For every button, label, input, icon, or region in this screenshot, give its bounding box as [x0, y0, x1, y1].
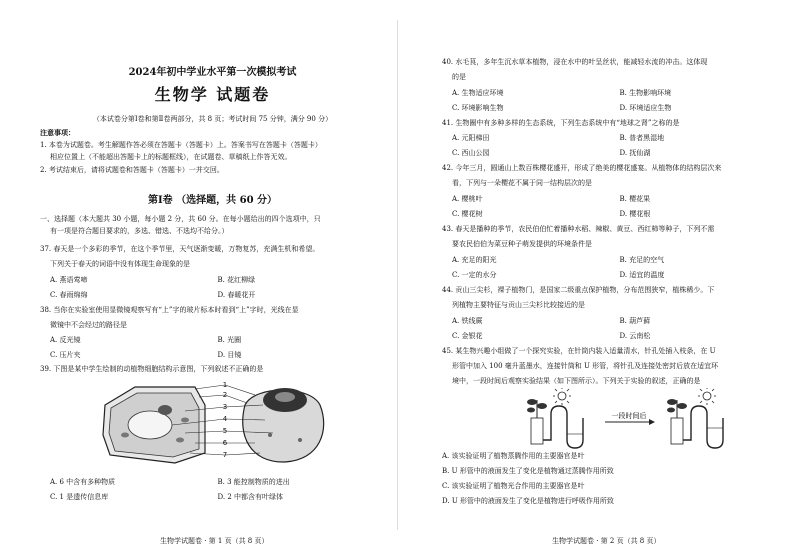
q38-option-d: D. 目镜: [217, 351, 242, 359]
q42-option-c: C. 樱花树: [452, 210, 483, 218]
q37-option-c: C. 春雨绵绵: [50, 291, 88, 299]
q44-option-a: A. 铁线蕨: [452, 317, 483, 325]
cell-label-1: 1: [222, 381, 228, 389]
q44-option-c: C. 金银花: [452, 332, 483, 340]
q42-stem-cont: 看，下列与一朵樱花不属于同一结构层次的是: [452, 179, 592, 187]
q44-options-row1: [442, 317, 787, 326]
q44-options-row2: [442, 332, 787, 341]
q42-stem: 42. 今年三月，圆通山上数百株樱花盛开，形成了绝美的樱花盛宴。从植物体的结构层次来: [442, 164, 722, 172]
q44-option-d: D. 云南松: [619, 332, 651, 340]
q39-option-c: C. 1 是遗传信息库: [50, 493, 109, 501]
q43-options-row2: [442, 271, 787, 280]
q37-stem-cont: 下列关于春天的词语中没有体现生命现象的是: [50, 260, 190, 268]
q45-figure-label: 一段时间后: [611, 412, 647, 420]
notice-1: 1. 本卷为试题卷。考生解题作答必须在答题卡（答题卡）上。答案书写在答题卡（答题卡）: [40, 141, 322, 149]
q39-option-d: D. 2 中都含有叶绿体: [217, 493, 283, 501]
exam-note: （本试卷分第Ⅰ卷和第Ⅱ卷两部分，共 8 页；考试时间 75 分钟，满分 90 分）: [92, 115, 333, 123]
q42-option-d: D. 樱花根: [619, 210, 651, 218]
q43-option-c: C. 一定的水分: [452, 271, 497, 279]
sun-icon-left: [553, 388, 571, 405]
cell-label-6: 6: [222, 439, 228, 447]
q38-options-row2: [40, 351, 385, 360]
q45-stem: 45. 某生物兴趣小组做了一个探究实验，在针筒内装入适量清水，针孔处插入枝条，在 U: [442, 347, 716, 355]
q42-option-a: A. 樱桃叶: [452, 195, 483, 203]
q40-stem: 40. 水毛茛，多年生沉水草本植物，浸在水中的叶呈丝状，能减轻水流的冲击。这体现: [442, 58, 708, 66]
q45-option-a: A. 该实验证明了植物蒸腾作用的主要器官是叶: [442, 452, 585, 460]
q43-option-d: D. 适宜的温度: [619, 271, 665, 279]
q41-option-b: B. 普者黑湿地: [619, 134, 665, 142]
q41-option-c: C. 西山公园: [452, 149, 490, 157]
u-tube-left: [543, 406, 583, 448]
q45-option-b: B. U 形管中的液面发生了变化是植物通过蒸腾作用所致: [442, 467, 614, 475]
q37-options-row2: [40, 291, 385, 300]
cell-label-7: 7: [222, 451, 228, 459]
section-1-title: 第Ⅰ卷 （选择题，共 60 分）: [147, 195, 278, 206]
right-page: [442, 0, 787, 550]
page-footer-right: 生物学试题卷 · 第 2 页（共 8 页）: [552, 537, 661, 545]
notice-heading: 注意事项：: [40, 128, 75, 137]
subject-title: 生物学 试题卷: [154, 85, 271, 104]
q38-stem: 38. 当你在实验室使用显微镜观察写有“上”字的玻片标本时看到“上”字时，光线在显: [40, 306, 299, 314]
q43-stem-cont: 要农民伯伯为菜豆种子萌发提供的环境条件是: [452, 240, 592, 248]
q37-option-b: B. 花红柳绿: [217, 276, 256, 284]
section-1-rule: 一、选择题（本大题共 30 小题，每小题 2 分，共 60 分。在每小题给出的四个选项中，只: [40, 215, 321, 223]
q40-stem-cont: 的是: [452, 73, 466, 81]
q38-option-c: C. 压片夹: [50, 351, 81, 359]
q40-options-row2: [442, 104, 787, 113]
q41-options-row2: [442, 149, 787, 158]
q37-stem: 37. 春天是一个多彩的季节，在这个季节里，天气逐渐变暖，万物复苏，充满生机和希望。: [40, 245, 320, 253]
q45-option-c: C. 该实验证明了植物光合作用的主要器官是叶: [442, 482, 585, 490]
q44-stem: 44. 贡山三尖杉，裸子植物门，是国家二级重点保护植物，分布范围狭窄，植株稀少。下: [442, 286, 715, 294]
q44-stem-cont: 列植物主要特征与贡山三尖杉比较接近的是: [452, 301, 585, 309]
animal-cell-drawing: [243, 388, 324, 462]
q40-option-b: B. 生物影响环境: [619, 89, 672, 97]
q42-options-row1: [442, 195, 787, 204]
q39-option-b: B. 3 能控制物质的进出: [217, 478, 290, 486]
q42-option-b: B. 樱花果: [619, 195, 651, 203]
section-1-rule-cont: 有一项是符合题目要求的，多选、错选、不选均不给分。）: [50, 227, 229, 235]
q39-stem: 39. 下图是某中学生绘制的动植物细胞结构示意图，下列叙述不正确的是: [40, 365, 264, 373]
q37-option-a: A. 燕语莺啼: [50, 276, 88, 284]
q38-option-b: B. 光圈: [217, 336, 242, 344]
left-page: [40, 0, 385, 550]
q37-option-d: D. 春暖花开: [217, 291, 256, 299]
leafy-branch-right: [667, 399, 687, 418]
q41-options-row1: [442, 134, 787, 143]
leafy-branch-left: [527, 399, 547, 418]
page-divider: [397, 20, 398, 530]
syringe-left: [531, 418, 543, 444]
q41-option-d: D. 抚仙湖: [619, 149, 651, 157]
q43-option-b: B. 充足的空气: [619, 256, 665, 264]
notice-2: 2. 考试结束后，请将试题卷和答题卡（答题卡）一并交回。: [40, 166, 224, 174]
u-tube-right: [683, 406, 723, 448]
notice-1-cont: 相应位置上（不能超出答题卡上的标题框线），在试题卷、草稿纸上作答无效。: [50, 153, 292, 161]
q38-options-row1: [40, 336, 385, 345]
cell-label-5: 5: [222, 427, 228, 435]
q39-options-row2: [40, 493, 385, 502]
sun-icon-right: [698, 388, 716, 405]
q43-stem: 43. 春天是播种的季节，农民伯伯忙着播种水稻、辣椒、黄豆、西红柿等种子，下列不需: [442, 225, 715, 233]
cell-label-2: 2: [222, 391, 228, 399]
cell-label-3: 3: [222, 403, 228, 411]
q45-stem-cont1: 形管中加入 100 毫升蓝墨水，连接针筒和 U 形管，将针孔及连接处密封后放在适宜环: [452, 362, 719, 370]
q40-options-row1: [442, 89, 787, 98]
q45-stem-cont2: 境中，一段时间后观察实验结果（如下图所示）。下列关于实验的叙述，正确的是: [452, 377, 701, 385]
q40-option-a: A. 生物适应环境: [452, 89, 504, 97]
syringe-right: [671, 418, 683, 444]
cell-structure-figure: [95, 375, 335, 465]
q38-option-a: A. 反光镜: [50, 336, 81, 344]
page-footer-left: 生物学试题卷 · 第 1 页（共 8 页）: [160, 537, 269, 545]
q40-option-d: D. 环境适应生物: [619, 104, 672, 112]
cell-label-4: 4: [222, 415, 228, 423]
q45-option-d: D. U 形管中的液面发生了变化是植物进行呼吸作用所致: [442, 497, 614, 505]
q43-option-a: A. 充足的阳光: [452, 256, 497, 264]
q38-stem-cont: 微镜中不会经过的路径是: [50, 321, 127, 329]
u-tube-experiment-figure: [517, 388, 757, 450]
plant-cell-drawing: [103, 387, 205, 463]
q44-option-b: B. 葫芦藓: [619, 317, 651, 325]
q37-options-row1: [40, 276, 385, 285]
q39-option-a: A. 6 中含有多种物质: [50, 478, 116, 486]
q41-option-a: A. 元阳梯田: [452, 134, 490, 142]
q39-options-row1: [40, 478, 385, 487]
q41-stem: 41. 生物圈中有多种多样的生态系统，下列生态系统中有“地球之肾”之称的是: [442, 119, 680, 127]
q40-option-c: C. 环境影响生物: [452, 104, 504, 112]
exam-title: 2024年初中学业水平第一次模拟考试: [128, 67, 297, 78]
q43-options-row1: [442, 256, 787, 265]
q42-options-row2: [442, 210, 787, 219]
